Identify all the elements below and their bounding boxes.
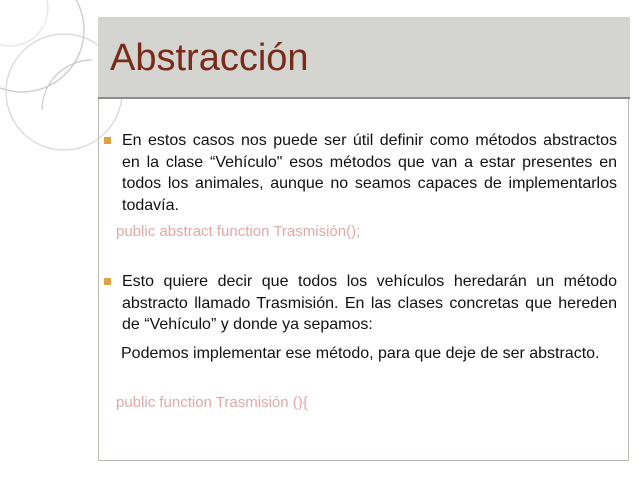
bullet-text: Esto quiere decir que todos los vehículos heredarán un método abstracto llamado Trasmisión. En las clases concretas que hereden de “Vehículo” y donde ya sepamos:	[122, 273, 617, 333]
code-line: public function Trasmisión (){	[116, 394, 308, 411]
bullet-icon	[104, 278, 111, 285]
content-box	[98, 99, 629, 461]
body-paragraph: Podemos implementar ese método, para que deje de ser abstracto.	[121, 345, 600, 362]
bullet-item	[114, 130, 617, 216]
code-line: public abstract function Trasmisión();	[116, 223, 361, 240]
title-bar	[98, 17, 630, 99]
slide-title: Abstracción	[110, 37, 309, 79]
bullet-item	[114, 271, 617, 336]
bullet-icon	[104, 137, 111, 144]
bullet-text: En estos casos nos puede ser útil definir como métodos abstractos en la clase “Vehículo" esos métodos que van a estar presentes en todos los animales, aunque no seamos capaces de implementarlos todavía.	[122, 132, 617, 214]
